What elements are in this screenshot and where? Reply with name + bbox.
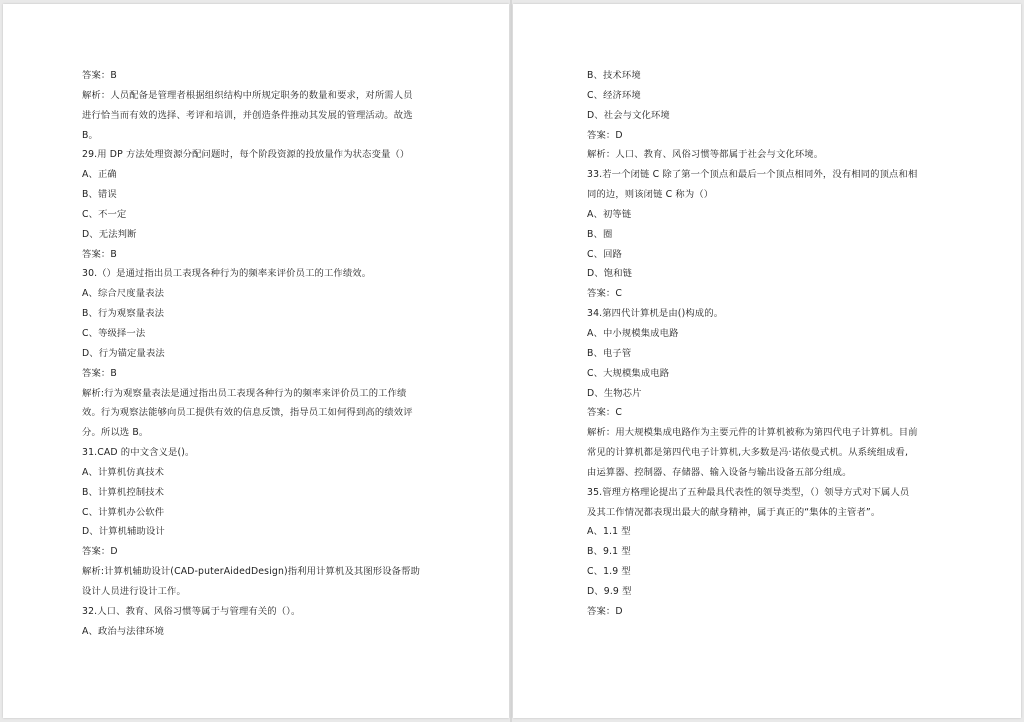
option-line: D、计算机辅助设计: [82, 526, 165, 538]
question-30: 30.（）是通过指出员工表现各种行为的频率来评价员工的工作绩效。: [82, 268, 372, 280]
option-line: D、行为锚定量表法: [82, 347, 165, 359]
option-line: A、中小规模集成电路: [587, 327, 679, 339]
option-line: D、生物芯片: [587, 387, 642, 399]
option-line: B、计算机控制技术: [82, 486, 165, 498]
option-line: C、计算机办公软件: [82, 506, 165, 518]
answer-line: 答案：B: [82, 70, 117, 81]
page-divider: [510, 0, 512, 722]
answer-line: 答案：C: [587, 288, 622, 300]
explanation-line: 解析:行为观察量表法是通过指出员工表现各种行为的频率来评价员工的工作绩: [82, 387, 407, 399]
answer-line: 答案：C: [587, 407, 622, 419]
question-35: 35.管理方格理论提出了五种最具代表性的领导类型，（）领导方式对下属人员: [587, 486, 910, 498]
question-31: 31.CAD 的中文含义是()。: [82, 447, 195, 459]
explanation-line: 效。行为观察法能够向员工提供有效的信息反馈，指导员工如何得到高的绩效评: [82, 407, 413, 419]
option-line: D、饱和链: [587, 268, 633, 280]
option-line: C、大规模集成电路: [587, 367, 670, 379]
question-33-cont: 同的边，则该闭链 C 称为（）: [587, 189, 714, 201]
option-line: B、电子管: [587, 347, 632, 359]
left-page-content: [82, 66, 442, 641]
option-line: C、经济环境: [587, 89, 641, 101]
answer-line: 答案：B: [82, 367, 117, 379]
option-line: B、圈: [587, 228, 613, 240]
option-line: B、技术环境: [587, 70, 641, 81]
option-line: C、回路: [587, 248, 622, 260]
option-line: C、不一定: [82, 208, 127, 220]
option-line: D、社会与文化环境: [587, 109, 670, 121]
option-line: D、9.9 型: [587, 585, 632, 597]
explanation-line: 解析：人员配备是管理者根据组织结构中所规定职务的数量和要求，对所需人员: [82, 89, 413, 101]
explanation-line: 分。所以选 B。: [82, 427, 149, 439]
explanation-line: 设计人员进行设计工作。: [82, 585, 186, 597]
explanation-line: 解析：人口、教育、风俗习惯等都属于社会与文化环境。: [587, 149, 824, 161]
option-line: C、等级择一法: [82, 327, 146, 339]
question-29: 29.用 DP 方法处理资源分配问题时，每个阶段资源的投放量作为状态变量（）: [82, 149, 410, 161]
explanation-line: 进行恰当而有效的选择、考评和培训，并创造条件推动其发展的管理活动。故选: [82, 109, 413, 121]
option-line: A、初等链: [587, 208, 632, 220]
explanation-line: 常见的计算机都是第四代电子计算机,大多数是冯·诺依曼式机。从系统组成看,: [587, 447, 909, 459]
option-line: B、9.1 型: [587, 546, 631, 558]
question-34: 34.第四代计算机是由()构成的。: [587, 308, 724, 320]
option-line: C、1.9 型: [587, 566, 631, 578]
question-35-cont: 及其工作情况都表现出最大的献身精神，属于真正的“集体的主管者”。: [587, 506, 881, 518]
option-line: B、错误: [82, 189, 117, 201]
answer-line: 答案：D: [587, 605, 623, 617]
option-line: A、1.1 型: [587, 526, 631, 538]
answer-line: 答案：D: [587, 129, 623, 141]
explanation-line: B。: [82, 129, 98, 141]
right-page: [513, 4, 1021, 718]
explanation-line: 由运算器、控制器、存储器、输入设备与输出设备五部分组成。: [587, 466, 852, 478]
option-line: A、政治与法律环境: [82, 625, 165, 637]
option-line: A、正确: [82, 169, 117, 181]
explanation-line: 解析：用大规模集成电路作为主要元件的计算机被称为第四代电子计算机。目前: [587, 427, 918, 439]
answer-line: 答案：B: [82, 248, 117, 260]
option-line: D、无法判断: [82, 228, 137, 240]
right-page-content: [587, 66, 957, 622]
question-33: 33.若一个闭链 C 除了第一个顶点和最后一个顶点相同外，没有相同的顶点和相: [587, 169, 918, 181]
left-page: [3, 4, 509, 718]
option-line: A、综合尺度量表法: [82, 288, 165, 300]
explanation-line: 解析:计算机辅助设计(CAD-puterAidedDesign)指利用计算机及其图形设备帮助: [82, 566, 421, 578]
answer-line: 答案：D: [82, 546, 118, 558]
option-line: A、计算机仿真技术: [82, 466, 165, 478]
question-32: 32.人口、教育、风俗习惯等属于与管理有关的（）。: [82, 605, 301, 617]
option-line: B、行为观察量表法: [82, 308, 165, 320]
